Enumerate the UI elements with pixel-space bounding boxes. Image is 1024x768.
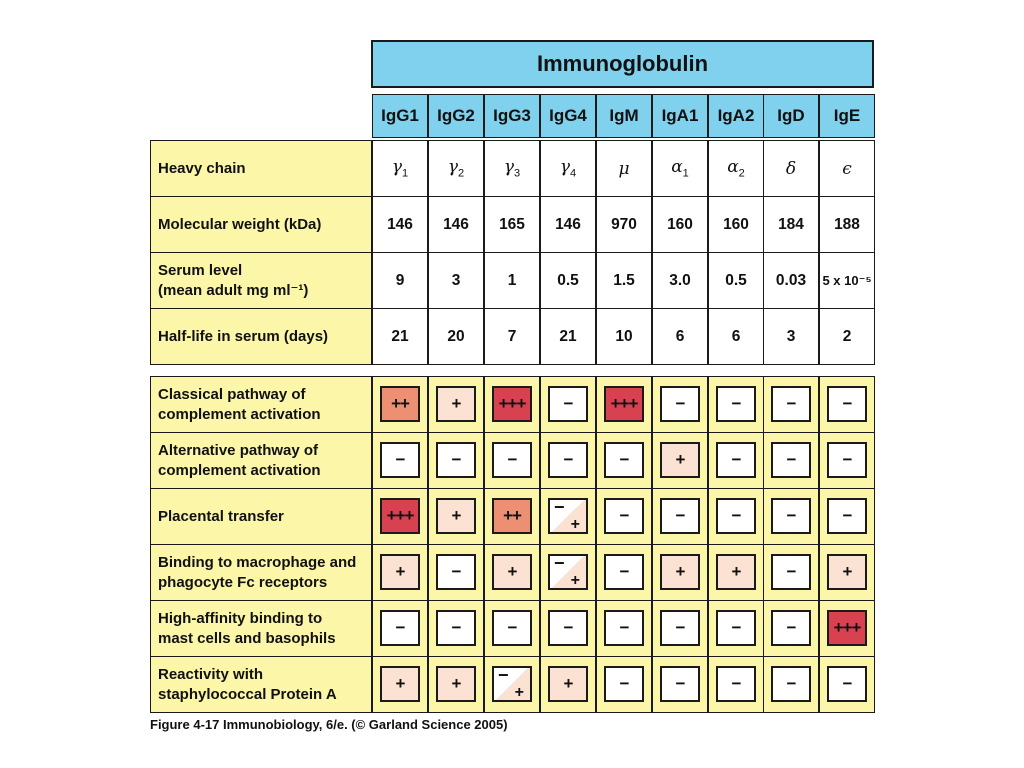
function-cell [763, 432, 819, 489]
function-cell [484, 656, 540, 713]
property-value: 21 [372, 308, 428, 365]
property-value: 0.5 [708, 252, 764, 309]
heavy-chain-symbol [727, 157, 745, 179]
activity-indicator [771, 666, 811, 702]
heavy-chain-symbol [504, 157, 520, 179]
property-value: 160 [652, 196, 708, 253]
function-cell [596, 656, 652, 713]
activity-indicator [771, 386, 811, 422]
function-label-line: Reactivity with [158, 665, 264, 683]
function-cell [763, 488, 819, 545]
function-cell [540, 376, 596, 433]
activity-indicator [548, 610, 588, 646]
property-value: 10 [596, 308, 652, 365]
activity-indicator [492, 498, 532, 534]
function-cell [540, 488, 596, 545]
table-title: Immunoglobulin [371, 40, 874, 88]
function-label-line: Classical pathway of [158, 385, 306, 403]
activity-symbol: + [675, 562, 685, 581]
activity-indicator [716, 666, 756, 702]
greek-subscript: 2 [738, 167, 745, 180]
greek-letter: μ [618, 158, 630, 179]
activity-indicator [436, 442, 476, 478]
property-value: 2 [819, 308, 875, 365]
activity-indicator [548, 442, 588, 478]
activity-indicator [492, 442, 532, 478]
heavy-chain-symbol [618, 159, 629, 179]
property-value: 1 [484, 252, 540, 309]
column-header: IgG4 [540, 94, 596, 138]
function-cell [372, 544, 428, 601]
activity-symbol: − [786, 562, 796, 581]
activity-indicator [436, 610, 476, 646]
activity-indicator [604, 498, 644, 534]
column-header: IgG1 [372, 94, 428, 138]
function-cell [819, 656, 875, 713]
activity-symbol: + [395, 562, 405, 581]
property-value: 146 [428, 196, 484, 253]
greek-subscript: 1 [682, 167, 689, 180]
function-cell [763, 600, 819, 657]
activity-symbol: ++ [391, 394, 409, 413]
activity-symbol: − [731, 506, 741, 525]
property-value: 188 [819, 196, 875, 253]
property-value: 9 [372, 252, 428, 309]
activity-indicator [492, 386, 532, 422]
activity-symbol: +++ [386, 506, 414, 525]
activity-indicator [604, 442, 644, 478]
activity-indicator [492, 610, 532, 646]
activity-symbol: + [451, 674, 461, 693]
property-value: 7 [484, 308, 540, 365]
column-header: IgE [819, 94, 875, 138]
function-cell [819, 488, 875, 545]
activity-indicator [827, 610, 867, 646]
function-cell [763, 544, 819, 601]
activity-indicator [827, 442, 867, 478]
property-value [484, 140, 540, 197]
activity-indicator [604, 610, 644, 646]
activity-indicator [827, 498, 867, 534]
property-value: 970 [596, 196, 652, 253]
property-value: 20 [428, 308, 484, 365]
function-cell [819, 432, 875, 489]
property-label-line: Molecular weight (kDa) [158, 215, 322, 233]
activity-indicator [716, 498, 756, 534]
activity-symbol: + [395, 674, 405, 693]
function-label-line: complement activation [158, 405, 321, 423]
function-label-line: Binding to macrophage and [158, 553, 357, 571]
activity-indicator [604, 386, 644, 422]
function-cell [428, 376, 484, 433]
minus-symbol: − [554, 554, 565, 573]
activity-indicator [380, 498, 420, 534]
minus-symbol: − [554, 498, 565, 517]
property-value: 3 [428, 252, 484, 309]
activity-symbol: − [786, 506, 796, 525]
activity-symbol: − [451, 450, 461, 469]
greek-letter: α [671, 157, 683, 178]
property-label [150, 308, 372, 365]
function-label [150, 656, 372, 713]
property-label-line: Heavy chain [158, 159, 246, 177]
function-cell [763, 376, 819, 433]
activity-indicator [548, 666, 588, 702]
activity-symbol: − [395, 450, 405, 469]
activity-indicator [380, 386, 420, 422]
function-label [150, 432, 372, 489]
activity-symbol: − [451, 562, 461, 581]
property-label [150, 252, 372, 309]
activity-symbol: + [507, 562, 517, 581]
property-value: 3.0 [652, 252, 708, 309]
activity-symbol: − [619, 506, 629, 525]
function-cell [540, 432, 596, 489]
activity-indicator [604, 554, 644, 590]
activity-symbol: − [675, 506, 685, 525]
activity-symbol: − [507, 618, 517, 637]
activity-indicator [380, 610, 420, 646]
function-cell [596, 600, 652, 657]
activity-indicator [660, 386, 700, 422]
function-cell [540, 656, 596, 713]
activity-indicator [436, 386, 476, 422]
function-label-line: staphylococcal Protein A [158, 685, 337, 703]
activity-indicator [604, 666, 644, 702]
activity-symbol: − [619, 674, 629, 693]
activity-symbol: − [842, 506, 852, 525]
activity-symbol: +++ [498, 394, 526, 413]
activity-symbol: + [451, 506, 461, 525]
activity-indicator [436, 666, 476, 702]
function-label-line: High-affinity binding to [158, 609, 323, 627]
activity-symbol: − [619, 450, 629, 469]
activity-symbol: − [507, 450, 517, 469]
property-label-line: Half-life in serum (days) [158, 327, 329, 345]
function-cell [484, 544, 540, 601]
property-label-line: Serum level [158, 261, 243, 279]
function-cell [763, 656, 819, 713]
activity-indicator [716, 554, 756, 590]
activity-symbol: ++ [503, 506, 521, 525]
activity-indicator [492, 554, 532, 590]
column-header: IgA2 [708, 94, 764, 138]
heavy-chain-symbol [842, 159, 852, 179]
activity-indicator [716, 610, 756, 646]
function-label-line: Placental transfer [158, 507, 284, 525]
activity-symbol: − [563, 394, 573, 413]
heavy-chain-symbol [448, 157, 464, 179]
activity-symbol: − [731, 674, 741, 693]
function-cell [428, 544, 484, 601]
plus-symbol: + [570, 572, 580, 589]
activity-symbol: − [675, 394, 685, 413]
plus-symbol: + [570, 516, 580, 533]
figure-caption: Figure 4-17 Immunobiology, 6/e. (© Garland Science 2005) [150, 717, 508, 732]
property-value [596, 140, 652, 197]
activity-indicator [827, 666, 867, 702]
function-cell [652, 376, 708, 433]
function-cell [484, 488, 540, 545]
column-header: IgG2 [428, 94, 484, 138]
function-cell [652, 432, 708, 489]
function-cell [484, 600, 540, 657]
function-cell [596, 376, 652, 433]
function-cell [372, 488, 428, 545]
activity-indicator [660, 610, 700, 646]
function-label-line: mast cells and basophils [158, 629, 336, 647]
column-header: IgM [596, 94, 652, 138]
activity-indicator [548, 498, 588, 534]
function-cell [652, 544, 708, 601]
activity-symbol: − [786, 674, 796, 693]
activity-indicator [492, 666, 532, 702]
activity-indicator [716, 386, 756, 422]
function-cell [372, 600, 428, 657]
function-label-line: Alternative pathway of [158, 441, 319, 459]
property-value: 6 [708, 308, 764, 365]
function-cell [484, 432, 540, 489]
activity-symbol: − [619, 562, 629, 581]
activity-symbol: + [675, 450, 685, 469]
greek-letter: γ [391, 157, 403, 178]
activity-symbol: + [451, 394, 461, 413]
column-header: IgG3 [484, 94, 540, 138]
activity-symbol: − [842, 394, 852, 413]
heavy-chain-symbol [392, 157, 408, 179]
activity-symbol: + [731, 562, 741, 581]
function-cell [652, 488, 708, 545]
property-value: 184 [763, 196, 819, 253]
activity-indicator [771, 498, 811, 534]
function-cell [372, 432, 428, 489]
property-value: 3 [763, 308, 819, 365]
function-label [150, 544, 372, 601]
property-value [819, 140, 875, 197]
property-value [652, 140, 708, 197]
activity-indicator [771, 442, 811, 478]
property-value [540, 140, 596, 197]
activity-indicator [380, 554, 420, 590]
property-value: 5 x 10⁻⁵ [819, 252, 875, 309]
function-cell [708, 488, 764, 545]
minus-symbol: − [498, 666, 509, 685]
property-value: 160 [708, 196, 764, 253]
activity-symbol: − [842, 450, 852, 469]
property-value: 146 [372, 196, 428, 253]
activity-indicator [771, 610, 811, 646]
function-cell [372, 376, 428, 433]
property-value: 0.03 [763, 252, 819, 309]
function-cell [428, 656, 484, 713]
function-cell [708, 544, 764, 601]
function-label-line: complement activation [158, 461, 321, 479]
heavy-chain-symbol [786, 159, 796, 179]
function-cell [540, 600, 596, 657]
activity-symbol: +++ [610, 394, 638, 413]
activity-symbol: − [675, 674, 685, 693]
greek-letter: γ [559, 157, 571, 178]
property-label [150, 196, 372, 253]
activity-symbol: − [786, 618, 796, 637]
function-cell [596, 488, 652, 545]
function-cell [819, 376, 875, 433]
function-cell [540, 544, 596, 601]
activity-symbol: + [563, 674, 573, 693]
activity-symbol: − [842, 674, 852, 693]
function-cell [708, 376, 764, 433]
function-label [150, 600, 372, 657]
property-value [763, 140, 819, 197]
function-cell [372, 656, 428, 713]
activity-indicator [436, 554, 476, 590]
activity-symbol: − [731, 450, 741, 469]
activity-symbol: − [395, 618, 405, 637]
activity-indicator [716, 442, 756, 478]
function-cell [708, 656, 764, 713]
activity-symbol: − [731, 394, 741, 413]
column-header: IgA1 [652, 94, 708, 138]
greek-subscript: 1 [402, 167, 409, 180]
activity-symbol: − [675, 618, 685, 637]
function-cell [428, 600, 484, 657]
greek-letter: α [727, 157, 739, 178]
function-label [150, 488, 372, 545]
activity-indicator [380, 442, 420, 478]
greek-letter: γ [447, 157, 459, 178]
activity-indicator [660, 498, 700, 534]
heavy-chain-symbol [560, 157, 576, 179]
function-cell [708, 432, 764, 489]
function-cell [819, 544, 875, 601]
activity-indicator [660, 666, 700, 702]
activity-symbol: − [786, 450, 796, 469]
property-value: 21 [540, 308, 596, 365]
activity-symbol: + [842, 562, 852, 581]
property-value [372, 140, 428, 197]
function-cell [484, 376, 540, 433]
function-label-line: phagocyte Fc receptors [158, 573, 328, 591]
function-label [150, 376, 372, 433]
activity-indicator [827, 554, 867, 590]
greek-subscript: 3 [514, 167, 521, 180]
function-cell [596, 432, 652, 489]
greek-letter: δ [785, 158, 797, 179]
activity-indicator [548, 386, 588, 422]
function-cell [652, 656, 708, 713]
activity-indicator [771, 554, 811, 590]
function-cell [652, 600, 708, 657]
property-value: 146 [540, 196, 596, 253]
activity-indicator [660, 442, 700, 478]
activity-indicator [436, 498, 476, 534]
activity-indicator [660, 554, 700, 590]
activity-symbol: − [563, 450, 573, 469]
column-header: IgD [763, 94, 819, 138]
function-cell [428, 432, 484, 489]
property-value: 0.5 [540, 252, 596, 309]
function-cell [819, 600, 875, 657]
property-value: 6 [652, 308, 708, 365]
property-value: 1.5 [596, 252, 652, 309]
activity-symbol: − [786, 394, 796, 413]
activity-indicator [827, 386, 867, 422]
property-value [428, 140, 484, 197]
greek-letter: γ [503, 157, 515, 178]
activity-symbol: − [451, 618, 461, 637]
greek-subscript: 2 [458, 167, 465, 180]
plus-symbol: + [514, 684, 524, 701]
activity-indicator [380, 666, 420, 702]
property-label-line: (mean adult mg ml⁻¹) [158, 281, 309, 299]
activity-symbol: +++ [833, 618, 861, 637]
property-value [708, 140, 764, 197]
function-cell [596, 544, 652, 601]
activity-symbol: − [563, 618, 573, 637]
activity-symbol: − [731, 618, 741, 637]
property-label [150, 140, 372, 197]
activity-symbol: − [619, 618, 629, 637]
function-cell [428, 488, 484, 545]
greek-letter: ϵ [842, 158, 852, 179]
heavy-chain-symbol [671, 157, 689, 179]
property-value: 165 [484, 196, 540, 253]
activity-indicator [548, 554, 588, 590]
function-cell [708, 600, 764, 657]
greek-subscript: 4 [570, 167, 577, 180]
